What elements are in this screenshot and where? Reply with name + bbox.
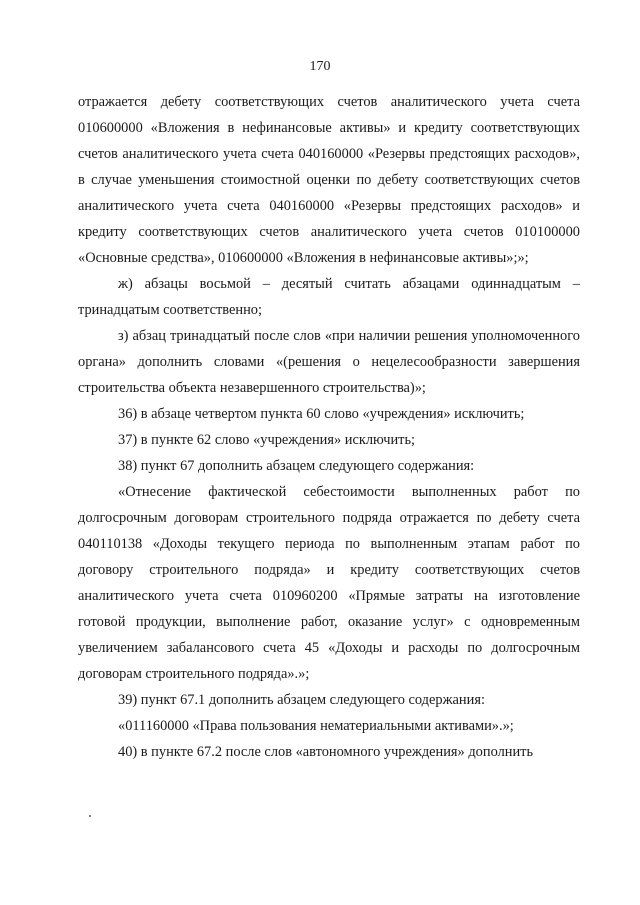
paragraph-item-36: 36) в абзаце четвертом пункта 60 слово «учреждения» исключить; bbox=[118, 406, 525, 422]
paragraph-item-zh: ж) абзацы восьмой – десятый считать абзацами одиннадцатым – тринадцатым соответственно; bbox=[78, 276, 580, 318]
paragraph-item-37: 37) в пункте 62 слово «учреждения» исключить; bbox=[118, 432, 416, 448]
paragraph-continuation: отражается дебету соответствующих счетов аналитического учета счета 010600000 «Вложения в нефинансовые активы» и кредиту соответствующих счетов аналитического учета счета 040160000 «Резервы предстоящих расходов», в случае уменьшения стоимостной оценки по дебету соответствующих счетов аналитического учета счета 040160000 «Резервы предстоящих расходов» и кредиту соответствующих счетов аналитического учета счетов 010100000 «Основные средства», 010600000 «Вложения в нефинансовые активы»;»; bbox=[78, 94, 580, 266]
paragraph-item-38: 38) пункт 67 дополнить абзацем следующего содержания: bbox=[118, 458, 475, 474]
paragraph-item-z: з) абзац тринадцатый после слов «при наличии решения уполномоченного органа» дополнить словами «(решения о нецелесообразности завершения строительства объекта незавершенного строительства)»; bbox=[78, 328, 580, 396]
paragraph-quote-67-1: «011160000 «Права пользования нематериальными активами».»; bbox=[118, 718, 514, 734]
paragraph-quote-67: «Отнесение фактической себестоимости выполненных работ по долгосрочным договорам строительного подряда отражается по дебету счета 040110138 «Доходы текущего периода по выполненным этапам работ по договору строительного подряда» и кредиту соответствующих счетов аналитического учета счета 010960200 «Прямые затраты на изготовление готовой продукции, выполнение работ, оказание услуг» с одновременным увеличением забалансового счета 45 «Доходы и расходы по долгосрочным договорам строительного подряда».»; bbox=[78, 484, 580, 682]
paragraph-item-39: 39) пункт 67.1 дополнить абзацем следующего содержания: bbox=[118, 692, 485, 708]
document-body bbox=[78, 89, 580, 765]
scan-speck bbox=[89, 815, 91, 817]
paragraph-item-40: 40) в пункте 67.2 после слов «автономного учреждения» дополнить bbox=[118, 744, 534, 760]
page-number: 170 bbox=[309, 59, 331, 74]
